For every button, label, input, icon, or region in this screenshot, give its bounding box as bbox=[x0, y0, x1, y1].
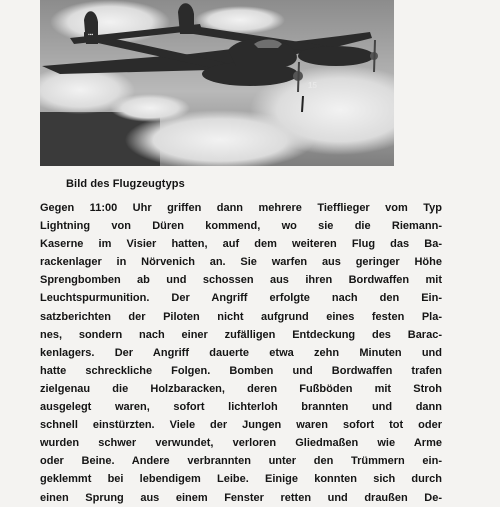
text-line: Gegen 11:00 Uhr griffen dann mehrere Tiefflieger vom Typ bbox=[40, 202, 442, 214]
text-line: wurden schwer verwundet, verloren Gliedmaßen wie Arme bbox=[40, 437, 442, 450]
text-line: Leuchtspurmunition. Der Angriff erfolgte nach den Ein- bbox=[40, 292, 442, 305]
figure-caption: Bild des Flugzeugtyps bbox=[66, 178, 185, 190]
text-line: kenlagers. Der Angriff dauerte etwa zehn Minuten und bbox=[40, 346, 442, 359]
fin-marking: ▪▪▪ bbox=[88, 32, 94, 38]
text-line: zielgenau die Holzbaracken, deren Fußböden mit Stroh bbox=[40, 382, 442, 395]
text-line: hatte schreckliche Folgen. Bomben und Bordwaffen trafen bbox=[40, 364, 442, 377]
text-line: geklemmt bei lebendigem Leibe. Einige konnten sich durch bbox=[40, 473, 442, 486]
text-line: oder Beine. Andere verbrannten unter den Trümmern ein- bbox=[40, 455, 442, 468]
article-body bbox=[40, 199, 442, 507]
text-line: einen Sprung aus einem Fenster retten und draußen De- bbox=[40, 491, 442, 504]
text-line: satzberichten der Piloten nicht aufgrund eines festen Pla- bbox=[40, 310, 442, 323]
tail-marking: 15 bbox=[308, 81, 317, 90]
text-line: schnell einstürzten. Viele der Jungen waren sofort tot oder bbox=[40, 419, 442, 432]
text-line: ausgelegt waren, sofort lichterloh brannten und dann bbox=[40, 401, 442, 414]
text-line: Lightning von Düren kommend, wo sie die Riemann- bbox=[40, 220, 442, 233]
text-line: rackenlager in Nörvenich an. Sie warfen aus geringer Höhe bbox=[40, 256, 442, 269]
text-line: Kaserne im Visier hatten, auf dem weiteren Flug das Ba- bbox=[40, 238, 442, 251]
aircraft-photo bbox=[40, 0, 394, 166]
text-line: nes, sondern nach einer zufälligen Entdeckung des Barac- bbox=[40, 328, 442, 341]
text-line: Sprengbomben ab und schossen aus ihren Bordwaffen mit bbox=[40, 274, 442, 287]
